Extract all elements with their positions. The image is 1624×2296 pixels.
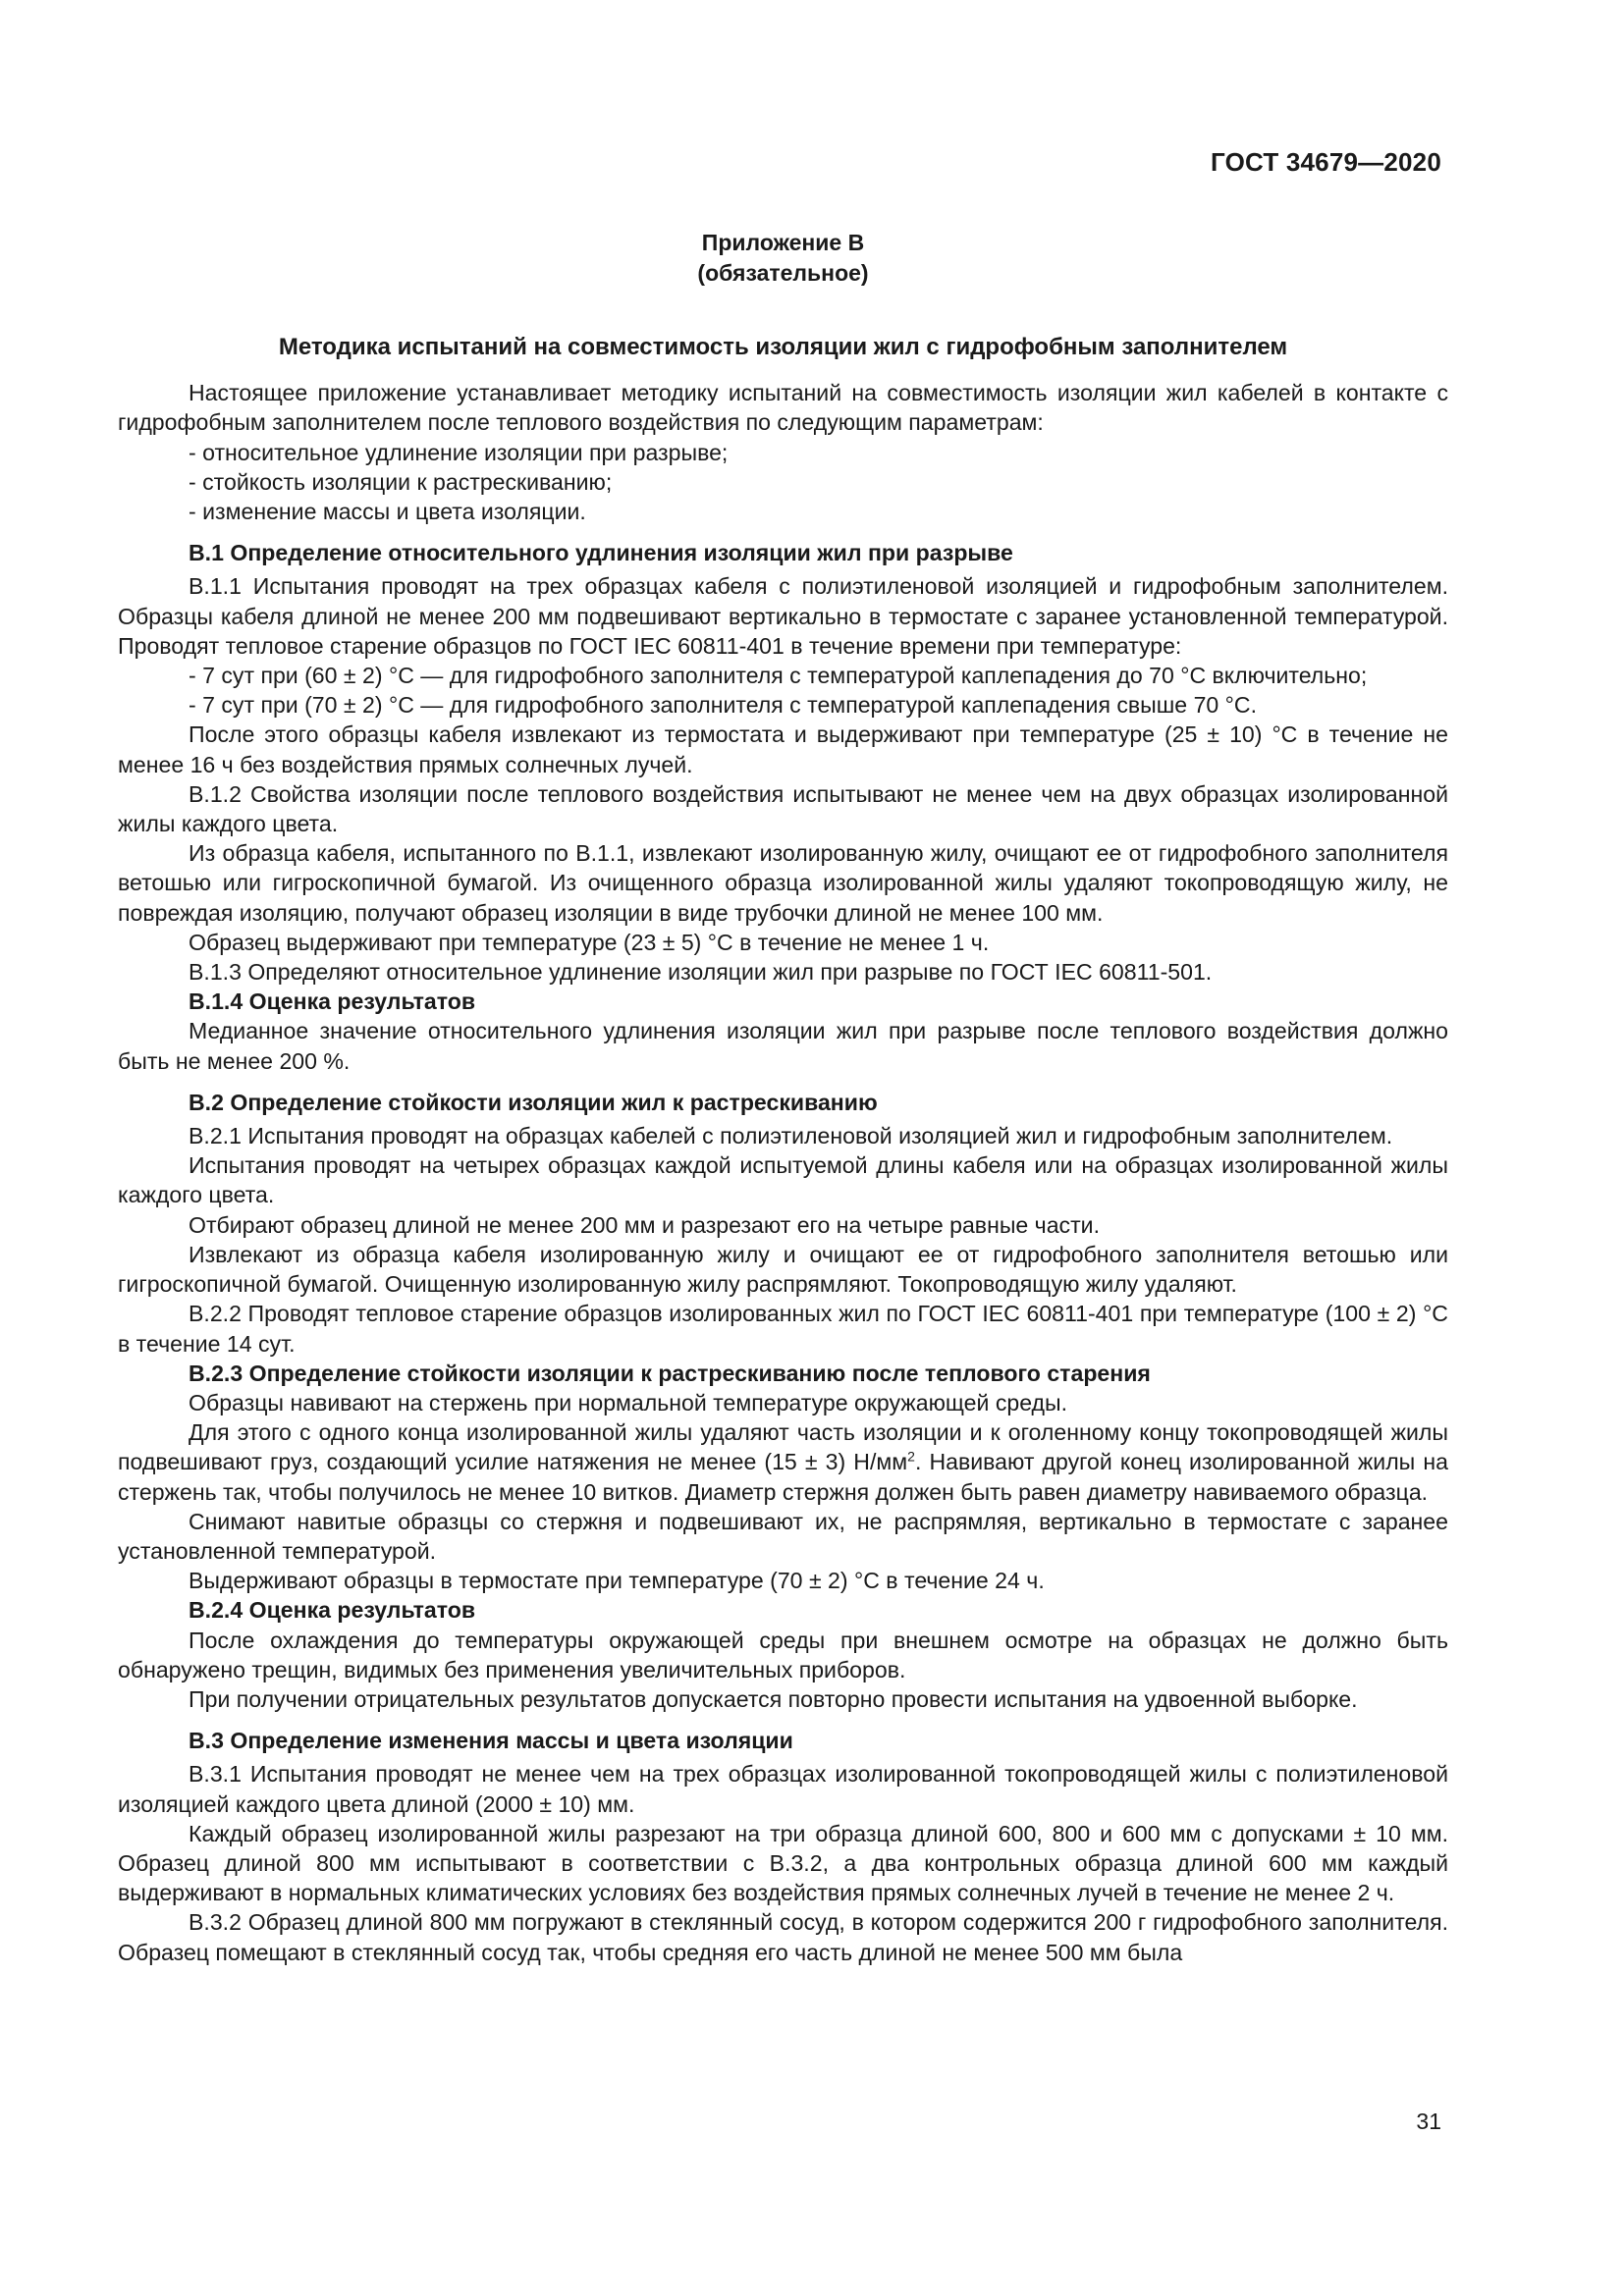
paragraph-with-superscript xyxy=(118,1417,1448,1507)
paragraph: В.1.3 Определяют относительное удлинение изоляции жил при разрыве по ГОСТ IEC 60811-501. xyxy=(189,959,1213,986)
section-heading-b2: В.2 Определение стойкости изоляции жил к растрескиванию xyxy=(189,1089,878,1115)
paragraph: В.3.1 Испытания проводят не менее чем на трех образцах изолированной токопроводящей жилы с полиэтиленовой изоляцией каждого цвета длиной (2000 ± 10) мм. xyxy=(118,1761,1448,1817)
annex-label: Приложение В xyxy=(701,230,865,255)
section-heading-b1: В.1 Определение относительного удлинения изоляции жил при разрыве xyxy=(189,540,1013,566)
page-number: 31 xyxy=(1416,2109,1441,2134)
list-item: - 7 сут при (60 ± 2) °С — для гидрофобного заполнителя с температурой каплепадения до 70 °С включительно; xyxy=(189,663,1368,689)
paragraph: Испытания проводят на четырех образцах каждой испытуемой длины кабеля или на образцах изолированной жилы каждого цвета. xyxy=(118,1152,1448,1208)
paragraph: В.2.2 Проводят тепловое старение образцов изолированных жил по ГОСТ IEC 60811-401 при температуре (100 ± 2) °С в течение 14 сут. xyxy=(118,1301,1448,1357)
paragraph: После охлаждения до температуры окружающей среды при внешнем осмотре на образцах не должно быть обнаружено трещин, видимых без применения увеличительных приборов. xyxy=(118,1627,1448,1682)
superscript: 2 xyxy=(907,1448,915,1465)
intro-paragraph: Настоящее приложение устанавливает методику испытаний на совместимость изоляции жил кабелей в контакте с гидрофобным заполнителем после теплового воздействия по следующим параметрам: xyxy=(118,380,1448,436)
subsection-heading-b14: В.1.4 Оценка результатов xyxy=(189,988,476,1015)
paragraph: В.3.2 Образец длиной 800 мм погружают в стеклянный сосуд, в котором содержится 200 г гидрофобного заполнителя. Образец помещают в стеклянный сосуд так, чтобы средняя его часть длиной не менее 500 мм была xyxy=(118,1909,1448,1965)
paragraph: В.2.1 Испытания проводят на образцах кабелей с полиэтиленовой изоляцией жил и гидрофобным заполнителем. xyxy=(189,1123,1393,1149)
annex-status: (обязательное) xyxy=(697,260,869,286)
document-body xyxy=(118,228,1448,1967)
paragraph-part: Для этого с одного конца изолированной жилы удаляют часть изоляции и к оголенному концу токопроводящей жилы подвешивают груз, создающий усилие натяжения не менее (15 ± 3) Н/мм xyxy=(118,1419,1448,1475)
section-heading-b3: В.3 Определение изменения массы и цвета изоляции xyxy=(189,1728,793,1754)
intro-item: - стойкость изоляции к растрескиванию; xyxy=(189,468,613,495)
subsection-heading-b24: В.2.4 Оценка результатов xyxy=(189,1597,476,1624)
paragraph: Снимают навитые образцы со стержня и подвешивают их, не распрямляя, вертикально в термостате с заранее установленной температурой. xyxy=(118,1508,1448,1564)
paragraph: В.1.1 Испытания проводят на трех образцах кабеля с полиэтиленовой изоляцией и гидрофобным заполнителем. Образцы кабеля длиной не менее 200 мм подвешивают вертикально в термостате с заранее установленной температурой. Проводят тепловое старение образцов по ГОСТ IEC 60811-401 в течение времени при температуре: xyxy=(118,573,1448,659)
paragraph: Из образца кабеля, испытанного по В.1.1, извлекают изолированную жилу, очищают ее от гидрофобного заполнителя ветошью или гигроскопичной бумагой. Из очищенного образца изолированной жилы удаляют токопроводящую жилу, не повреждая изоляцию, получают образец изоляции в виде трубочки длиной не менее 100 мм. xyxy=(118,840,1448,926)
paragraph: Медианное значение относительного удлинения изоляции жил при разрыве после теплового воздействия должно быть не менее 200 %. xyxy=(118,1018,1448,1074)
paragraph: После этого образцы кабеля извлекают из термостата и выдерживают при температуре (25 ± 10) °С в течение не менее 16 ч без воздействия прямых солнечных лучей. xyxy=(118,721,1448,777)
paragraph: Образец выдерживают при температуре (23 ± 5) °С в течение не менее 1 ч. xyxy=(189,929,990,955)
list-item: - 7 сут при (70 ± 2) °С — для гидрофобного заполнителя с температурой каплепадения свыше 70 °С. xyxy=(189,692,1257,719)
paragraph: Образцы навивают на стержень при нормальной температуре окружающей среды. xyxy=(189,1389,1068,1415)
intro-item: - относительное удлинение изоляции при разрыве; xyxy=(189,439,729,465)
paragraph: Извлекают из образца кабеля изолированную жилу и очищают ее от гидрофобного заполнителя ветошью или гигроскопичной бумагой. Очищенную изолированную жилу распрямляют. Токопроводящую жилу удаляют. xyxy=(118,1241,1448,1298)
subsection-heading-b23: В.2.3 Определение стойкости изоляции к растрескиванию после теплового старения xyxy=(189,1360,1151,1386)
paragraph: В.1.2 Свойства изоляции после теплового воздействия испытывают не менее чем на двух образцах изолированной жилы каждого цвета. xyxy=(118,780,1448,837)
intro-item: - изменение массы и цвета изоляции. xyxy=(189,499,586,525)
paragraph: Каждый образец изолированной жилы разрезают на три образца длиной 600, 800 и 600 мм с допусками ± 10 мм. Образец длиной 800 мм испытывают в соответствии с В.3.2, а два контрольных образца длиной 600 мм каждый выдерживают в нормальных климатических условиях без воздействия прямых солнечных лучей в течение не менее 2 ч. xyxy=(118,1820,1448,1906)
annex-title: Методика испытаний на совместимость изоляции жил с гидрофобным заполнителем xyxy=(278,334,1288,360)
paragraph: Выдерживают образцы в термостате при температуре (70 ± 2) °С в течение 24 ч. xyxy=(189,1568,1045,1594)
standard-number: ГОСТ 34679—2020 xyxy=(1211,147,1441,177)
paragraph: Отбирают образец длиной не менее 200 мм и разрезают его на четыре равные части. xyxy=(189,1211,1101,1238)
paragraph: При получении отрицательных результатов допускается повторно провести испытания на удвоенной выборке. xyxy=(189,1685,1358,1712)
paragraph-part: . Навивают другой конец изолированной жилы на стержень так, чтобы получилось не менее 10 витков. Диаметр стержня должен быть равен диаметру навиваемого образца. xyxy=(118,1449,1448,1505)
